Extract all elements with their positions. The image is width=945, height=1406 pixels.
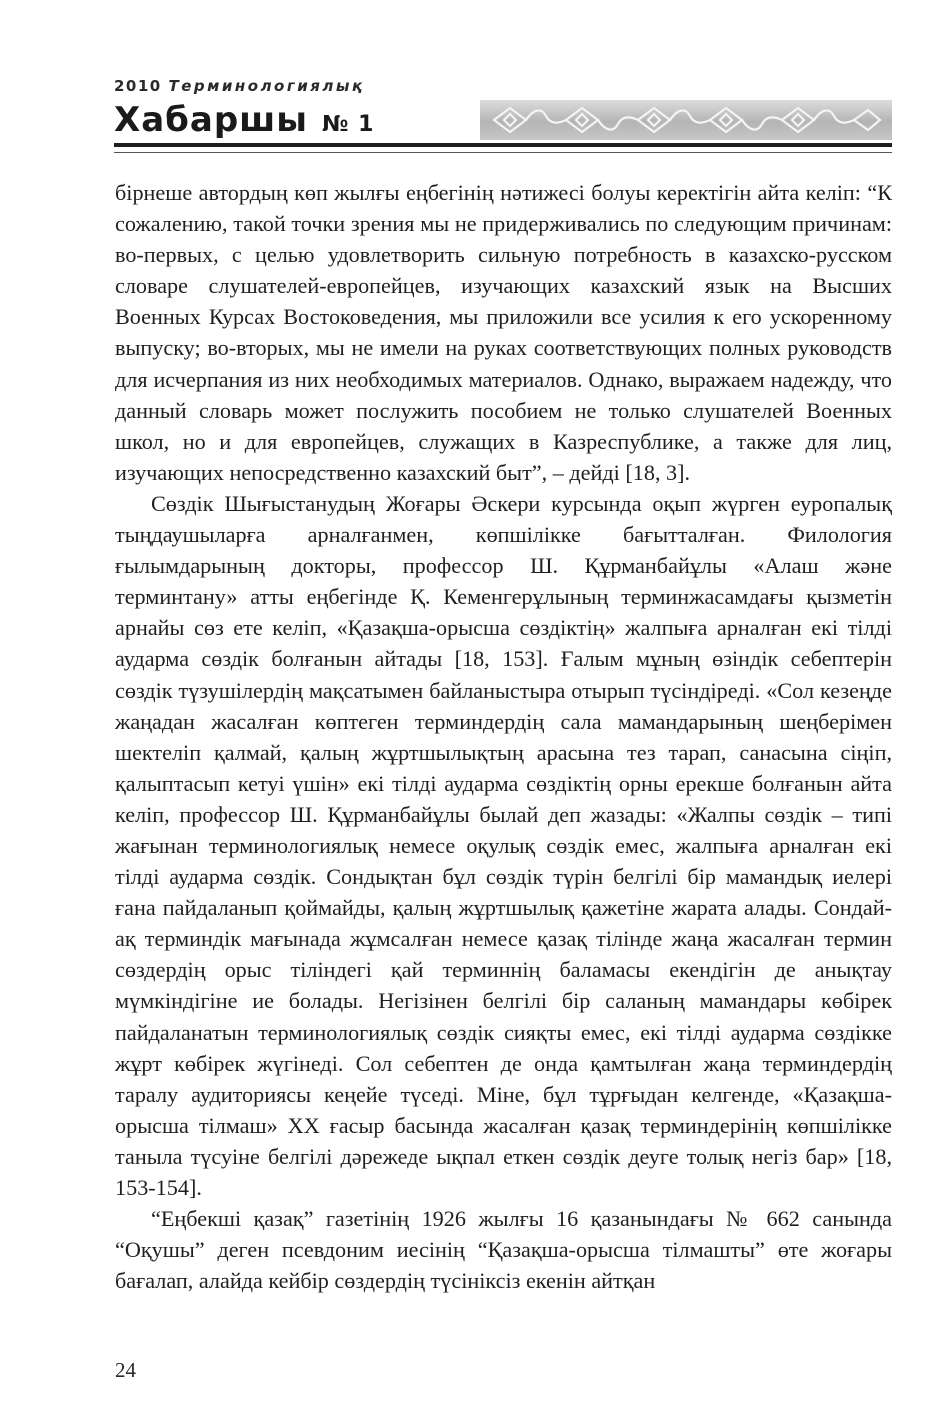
journal-title-line2 [114, 100, 374, 140]
page-number: 24 [115, 1358, 136, 1382]
header-rule-thin [114, 152, 892, 153]
journal-issue-number: № 1 [322, 112, 375, 137]
ornament-band [480, 100, 892, 140]
ornament-icon [490, 104, 882, 136]
article-body [115, 177, 892, 1296]
journal-title-word1: Терминологиялық [168, 77, 365, 95]
paragraph-3: “Еңбекші қазақ” газетінің 1926 жылғы 16 қазанындағы № 662 санында “Оқушы” деген псевдоним иесінің “Қазақша-орысша тілмашты” өте жоғары бағалап, алайда кейбір сөздердің түсініксіз екенін айтқан [115, 1206, 892, 1294]
journal-year: 2010 [114, 77, 162, 95]
paragraph-2: Сөздік Шығыстанудың Жоғары Әскери курсында оқып жүрген еуропалық тыңдаушыларға арналғанмен, көпшілікке бағытталған. Филология ғылымдарының докторы, профессор Ш. Құрманбайұлы «Алаш және терминтану» атты еңбегінде Қ. Кеменгерұлының терминжасамдағы қызметін арнайы сөз ете келіп, «Қазақша-орысша сөздіктің» жалпыға арналған екі тілді аударма сөздік болғанын айтады [18, 153]. Ғалым мұның өзіндік себептерін сөздік түзушілердің мақсатымен байланыстыра отырып түсіндіреді. «Сол кезеңде жаңадан жасалған көптеген терминдердің сала мамандарының шеңберімен шектеліп қалмай, қалың жұртшылықтың арасына тез тарап, санасына сіңіп, қалыптасып кетуі үшін» екі тілді аударма сөздіктің орны ерекше болғанын айта келіп, профессор Ш. Құрманбайұлы былай деп жазады: «Жалпы сөздік – типі жағынан терминологиялық немесе оқулық сөздік емес, жалпыға арналған екі тілді аударма сөздік. Сондықтан бұл сөздік түрін белгілі бір мамандық иелері ғана пайдаланып қоймайды, қалың жұртшылық қажетіне жарата алады. Сондай-ақ терминдік мағынада жұмсалған немесе қазақ тілінде жаңа жасалған термин сөздердің орыс тіліндегі қай терминнің баламасы екендігін де анықтау мүмкіндігіне ие болады. Негізінен белгілі бір саланың мамандары көбірек пайдаланатын терминологиялық сөздік сияқты емес, екі тілді аударма сөздікке жұрт көбірек жүгінеді. Сол себептен де онда қамтылған жаңа терминдердің таралу аудиториясы кеңейе түседі. Міне, бұл тұрғыдан келгенде, «Қазақша-орысша тілмаш» ХХ ғасыр басында жасалған қазақ терминдерінің көпшілікке таныла түсуіне белгілі дәрежеде ықпал еткен сөздік деуге толық негіз бар» [18, 153-154]. [115, 490, 892, 1200]
header-rule-thick [114, 143, 892, 147]
paragraph-1: бірнеше автордың көп жылғы еңбегінің нәтижесі болуы керектігін айта келіп: “К сожалению, такой точки зрения мы не придерживались по следующим причинам: во-первых, с целью удовлетворить сильную потребность в казахско-русском словаре слушателей-европейцев, изучающих казахский язык на Высших Военных Курсах Востоковедения, мы приложили все усилия к его ускоренному выпуску; во-вторых, мы не имели на руках соответствующих полных руководств для исчерпания из них необходимых материалов. Однако, выражаем надежду, что данный словарь может послужить пособием не только слушателей Военных школ, но и для европейцев, служащих в Казреспублике, а также для лиц, изучающих непосредственно казахский быт”, – дейді [18, 3]. [115, 180, 892, 485]
journal-header [0, 0, 945, 170]
journal-title-word2: Хабаршы [114, 100, 309, 140]
journal-title-line1 [114, 77, 365, 95]
